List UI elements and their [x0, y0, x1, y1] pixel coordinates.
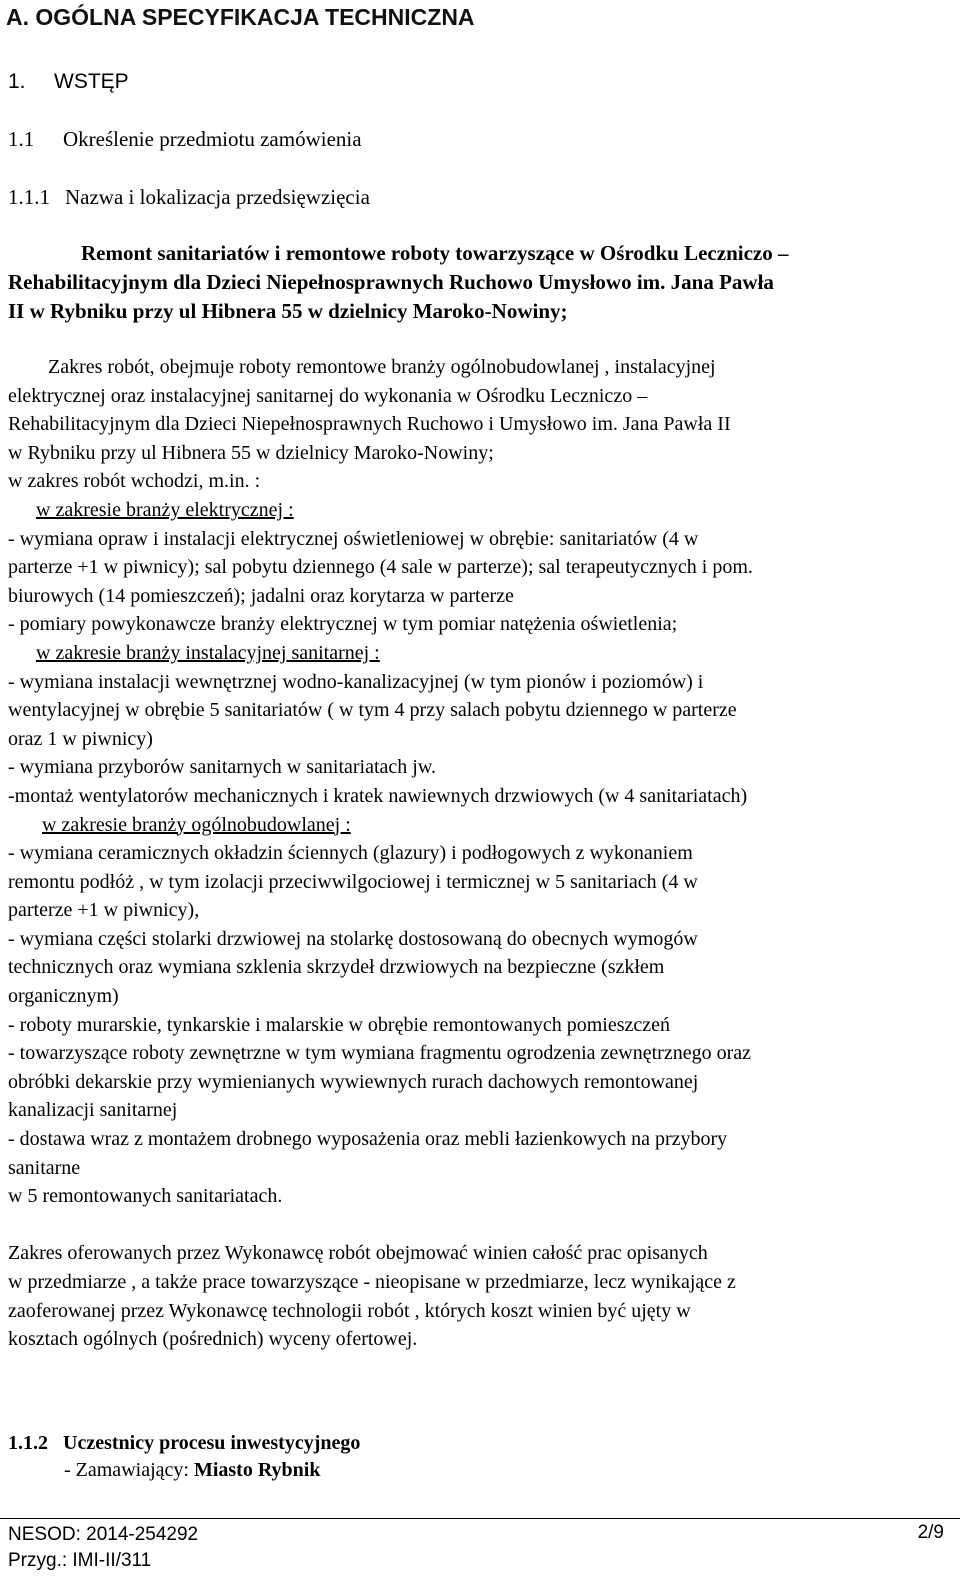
body-line: parterze +1 w piwnicy),	[8, 899, 200, 922]
body-line: sanitarne	[8, 1156, 81, 1179]
investor-label: - Zamawiający:	[64, 1459, 194, 1481]
subsection-electrical-title: w zakresie branży elektrycznej :	[36, 498, 294, 521]
section-number: 1.1	[8, 127, 35, 151]
body-line: Rehabilitacyjnym dla Dzieci Niepełnosprawnych Ruchowo i Umysłowo im. Jana Pawła II	[8, 413, 731, 436]
section-title: Nazwa i lokalizacja przedsięwzięcia	[65, 185, 370, 209]
body-line: - pomiary powykonawcze branży elektrycznej w tym pomiar natężenia oświetlenia;	[8, 613, 678, 636]
body-line: - wymiana opraw i instalacji elektrycznej oświetleniowej w obrębie: sanitariatów (4 w	[8, 527, 699, 550]
body-line: Zakres robót, obejmuje roboty remontowe branży ogólnobudowlanej , instalacyjnej	[8, 356, 716, 378]
body-line: kanalizacji sanitarnej	[8, 1099, 178, 1122]
subsection-general-construction-title: w zakresie branży ogólnobudowlanej :	[42, 813, 351, 836]
body-line: w 5 remontowanych sanitariatach.	[8, 1185, 283, 1208]
section-number: 1.	[8, 70, 26, 93]
investor-line	[8, 1457, 360, 1484]
body-line: - wymiana przyborów sanitarnych w sanitariatach jw.	[8, 756, 436, 779]
body-line: - towarzyszące roboty zewnętrzne w tym wymiana fragmentu ogrodzenia zewnętrznego oraz	[8, 1042, 751, 1065]
body-line: - wymiana części stolarki drzwiowej na stolarkę dostosowaną do obecnych wymogów	[8, 927, 698, 950]
section-1-1-2	[8, 1430, 360, 1484]
section-heading-1-1	[8, 127, 362, 152]
footer-nesod: NESOD: 2014-254292	[8, 1524, 199, 1545]
subsection-general-construction	[8, 811, 948, 840]
body-line: biurowych (14 pomieszczeń); jadalni oraz korytarza w parterze	[8, 584, 514, 607]
footer-prepared-by: Przyg.: IMI-II/311	[8, 1550, 152, 1571]
body-line: - dostawa wraz z montażem drobnego wyposażenia oraz mebli łazienkowych na przybory	[8, 1128, 728, 1151]
project-title-line: Rehabilitacyjnym dla Dzieci Niepełnosprawnych Ruchowo Umysłowo im. Jana Pawła	[8, 270, 774, 294]
investor-value: Miasto Rybnik	[193, 1459, 321, 1481]
project-title-paragraph	[8, 239, 940, 326]
body-line: oraz 1 w piwnicy)	[8, 727, 153, 750]
section-heading-1	[8, 70, 129, 94]
subsection-electrical	[8, 496, 948, 525]
body-line: - roboty murarskie, tynkarskie i malarskie w obrębie remontowanych pomieszczeń	[8, 1013, 671, 1036]
body-line: - wymiana instalacji wewnętrznej wodno-kanalizacyjnej (w tym pionów i poziomów) i	[8, 670, 704, 693]
body-line: parterze +1 w piwnicy); sal pobytu dziennego (4 sale w parterze); sal terapeutycznych i pom.	[8, 556, 753, 579]
section-number: 1.1.2	[8, 1432, 48, 1454]
body-line: elektrycznej oraz instalacyjnej sanitarnej do wykonania w Ośrodku Leczniczo –	[8, 384, 648, 407]
section-heading-1-1-2	[8, 1430, 360, 1457]
body-line: kosztach ogólnych (pośrednich) wyceny ofertowej.	[8, 1328, 418, 1351]
body-line: w przedmiarze , a także prace towarzyszące - nieopisane w przedmiarze, lecz wynikające z	[8, 1271, 736, 1293]
body-line: w Rybniku przy ul Hibnera 55 w dzielnicy Maroko-Nowiny;	[8, 441, 494, 464]
body-line: w zakres robót wchodzi, m.in. :	[8, 470, 261, 493]
page-number: 2/9	[917, 1522, 944, 1543]
section-title: Uczestnicy procesu inwestycyjnego	[63, 1432, 361, 1454]
body-line: organicznym)	[8, 985, 119, 1008]
section-title: Określenie przedmiotu zamówienia	[63, 127, 362, 151]
subsection-sanitary-title: w zakresie branży instalacyjnej sanitarnej :	[36, 641, 380, 664]
subsection-sanitary	[8, 639, 948, 668]
project-title-line: Remont sanitariatów i remontowe roboty towarzyszące w Ośrodku Leczniczo –	[81, 241, 789, 265]
body-line: zaoferowanej przez Wykonawcę technologii robót , których koszt winien być ujęty w	[8, 1299, 691, 1322]
document-title: A. OGÓLNA SPECYFIKACJA TECHNICZNA	[6, 4, 475, 30]
body-line: remontu podłóż , w tym izolacji przeciwwilgociowej i termicznej w 5 sanitariach (4 w	[8, 870, 698, 893]
section-heading-1-1-1	[8, 185, 370, 210]
body-line: -montaż wentylatorów mechanicznych i kratek nawiewnych drzwiowych (w 4 sanitariatach)	[8, 784, 748, 807]
footer-divider	[0, 1518, 960, 1519]
section-title: WSTĘP	[54, 70, 129, 93]
body-line: technicznych oraz wymiana szklenia skrzydeł drzwiowych na bezpieczne (szkłem	[8, 956, 665, 979]
project-title-line: II w Rybniku przy ul Hibnera 55 w dzielnicy Maroko-Nowiny;	[8, 299, 568, 323]
page-footer	[8, 1522, 948, 1574]
blank-line	[8, 1211, 948, 1240]
body-line: Zakres oferowanych przez Wykonawcę robót obejmować winien całość prac opisanych	[8, 1242, 708, 1265]
body-line: - wymiana ceramicznych okładzin ściennych (glazury) i podłogowych z wykonaniem	[8, 842, 693, 865]
body-line: obróbki dekarskie przy wymienianych wywiewnych rurach dachowych remontowanej	[8, 1070, 699, 1093]
scope-of-works-body	[8, 353, 948, 1354]
body-line: wentylacyjnej w obrębie 5 sanitariatów ( w tym 4 przy salach pobytu dziennego w parterze	[8, 699, 737, 722]
section-number: 1.1.1	[8, 185, 50, 209]
